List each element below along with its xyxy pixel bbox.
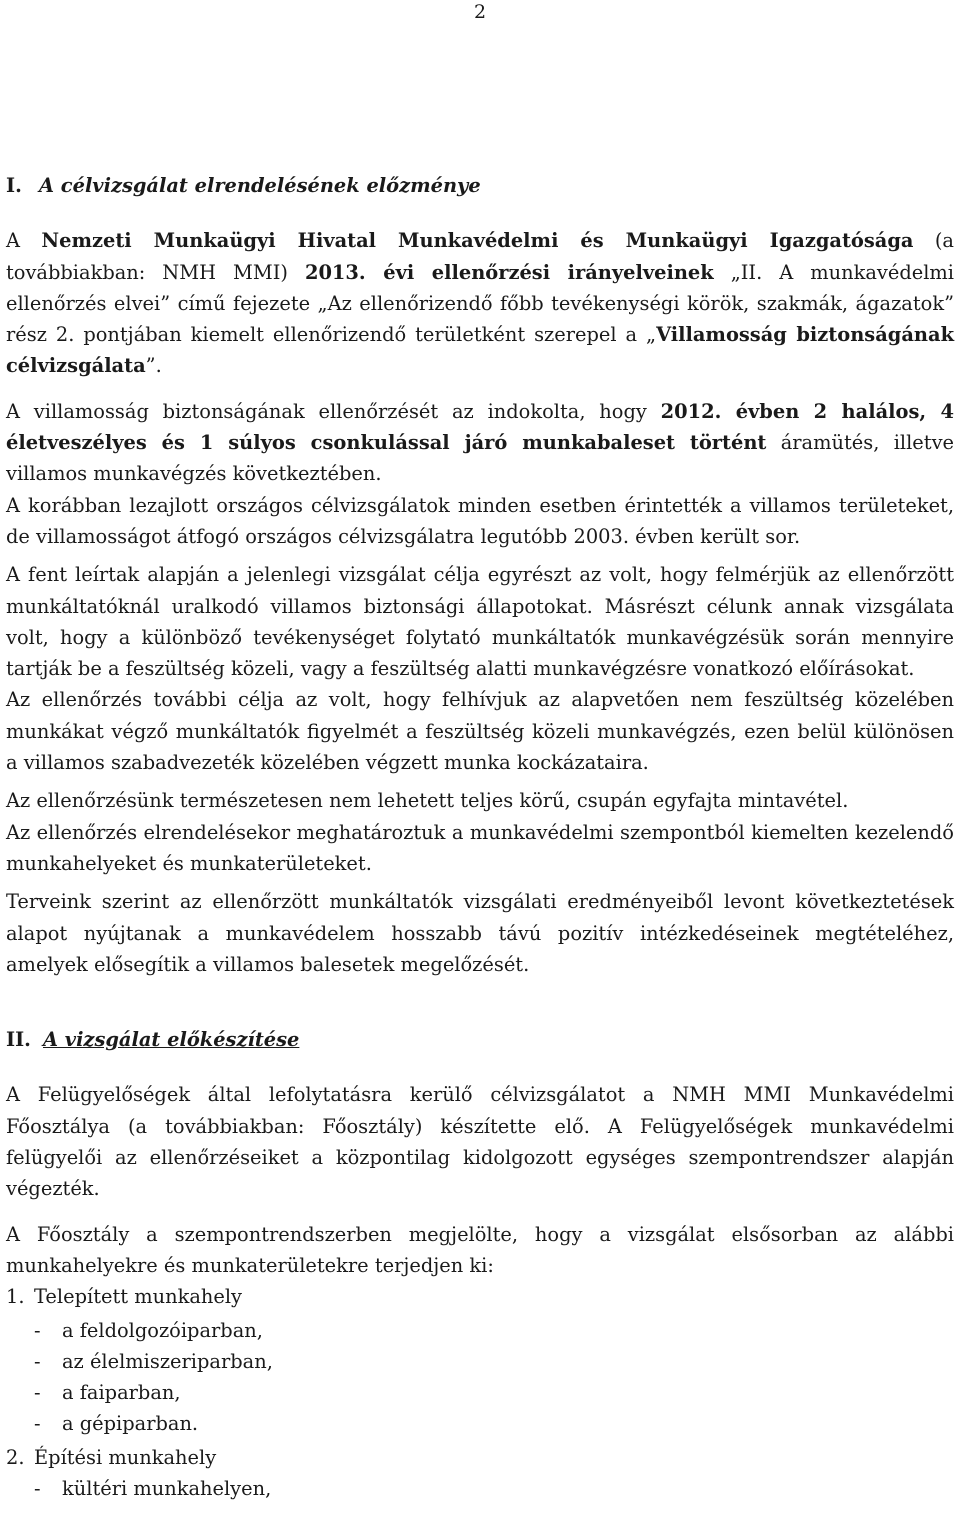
paragraph-preparation: A Felügyelőségek által lefolytatásra kerülő célvizsgálatot a NMH MMI Munkavédelmi Főosztálya (a továbbiakban: Főosztály) készítette elő. A Felügyelőségek munkavédelmi felügyelői az ellenőrzéseiket a központilag kidolgozott egységes szempontrendszer alapján végezték. [6, 1083, 954, 1201]
paragraph-sampling: Az ellenőrzésünk természetesen nem lehetett teljes körű, csupán egyfajta mintavétel. [6, 789, 849, 813]
agency-name: Nemzeti Munkaügyi Hivatal Munkavédelmi és Munkaügyi Igazgatósága [41, 229, 914, 253]
section-title: A vizsgálat előkészítése [43, 1028, 300, 1052]
list-subitem: - az élelmiszeriparban, [34, 1349, 273, 1373]
paragraph-previous-inspections: A korábban lezajlott országos célvizsgálatok minden esetben érintették a villamos területeket, de villamosságot átfogó országos célvizsgálatra legutóbb 2003. évben került sor. [6, 493, 954, 548]
section-heading-2 [6, 1024, 954, 1055]
paragraph-aim: A fent leírtak alapján a jelenlegi vizsgálat célja egyrészt az volt, hogy felmérjük az ellenőrzött munkáltatóknál uralkodó villamos biztonsági állapotokat. Másrészt célunk annak vizsgálata volt, hogy a különböző tevékenységet folytató munkáltatók munkavégzésük során mennyire tartják be a feszültség közeli, vagy a feszültség alatti munkavégzésre vonatkozó előírásokat. [6, 563, 954, 681]
paragraph-plans: Terveink szerint az ellenőrzött munkáltatók vizsgálati eredményeiből levont következtetések alapot nyújtanak a munkavédelem hosszabb távú pozitív intézkedéseinek megtételéhez, amelyek elősegítik a villamos balesetek megelőzését. [6, 890, 954, 976]
paragraph-scope: A Főosztály a szempontrendszerben megjelölte, hogy a vizsgálat elsősorban az alábbi munkahelyekre és munkaterületekre terjedjen ki: [6, 1222, 954, 1277]
list-subitem: - a feldolgozóiparban, [34, 1318, 263, 1342]
list-subitem: - kültéri munkahelyen, [34, 1476, 272, 1500]
guidelines-name: 2013. évi ellenőrzési irányelveinek [304, 260, 714, 284]
document-body [6, 170, 954, 1504]
list-item: 1. Telepített munkahely [6, 1285, 243, 1309]
list-subitem: - a gépiparban. [34, 1412, 199, 1436]
target-inspection-name: Villamosság biztonságának célvizsgálata [6, 323, 954, 378]
section-title: A célvizsgálat elrendelésének előzménye [39, 174, 481, 197]
list-item: 2. Építési munkahely [6, 1445, 217, 1469]
section-heading-1 [6, 170, 954, 201]
list-subitem: - a faiparban, [34, 1381, 181, 1405]
paragraph-intro: A Nemzeti Munkaügyi Hivatal Munkavédelmi és Munkaügyi Igazgatósága (a továbbiakban: NMH MMI) 2013. évi ellenőrzési irányelveinek „II. A munkavédelmi ellenőrzés elvei” című fejezete „Az ellenőrizendő főbb tevékenységi körök, szakmák, ágazatok” rész 2. pontjában kiemelt ellenőrizendő területként szerepel a „Villamosság biztonságának célvizsgálata”. [6, 229, 954, 378]
section-number: I. [6, 174, 22, 197]
paragraph-priority-areas: Az ellenőrzés elrendelésekor meghatároztuk a munkavédelmi szempontból kiemelten kezelendő munkahelyeket és munkaterületeket. [6, 820, 954, 875]
workplace-list [6, 1281, 954, 1504]
page-number: 2 [473, 1, 487, 23]
accident-statistics: 2012. évben 2 halálos, 4 életveszélyes és 1 súlyos csonkulással járó munkabaleset történt [6, 399, 954, 455]
paragraph-justification: A villamosság biztonságának ellenőrzését az indokolta, hogy 2012. évben 2 halálos, 4 életveszélyes és 1 súlyos csonkulással járó munkabaleset történt áramütés, illetve villamos munkavégzés következtében. [6, 399, 954, 486]
paragraph-further-aim: Az ellenőrzés további célja az volt, hogy felhívjuk az alapvetően nem feszültség közelében munkákat végző munkáltatók figyelmét a feszültség közeli munkavégzés, ezen belül különösen a villamos szabadvezeték közelében végzett munka kockázataira. [6, 688, 954, 775]
section-number: II. [6, 1028, 31, 1052]
